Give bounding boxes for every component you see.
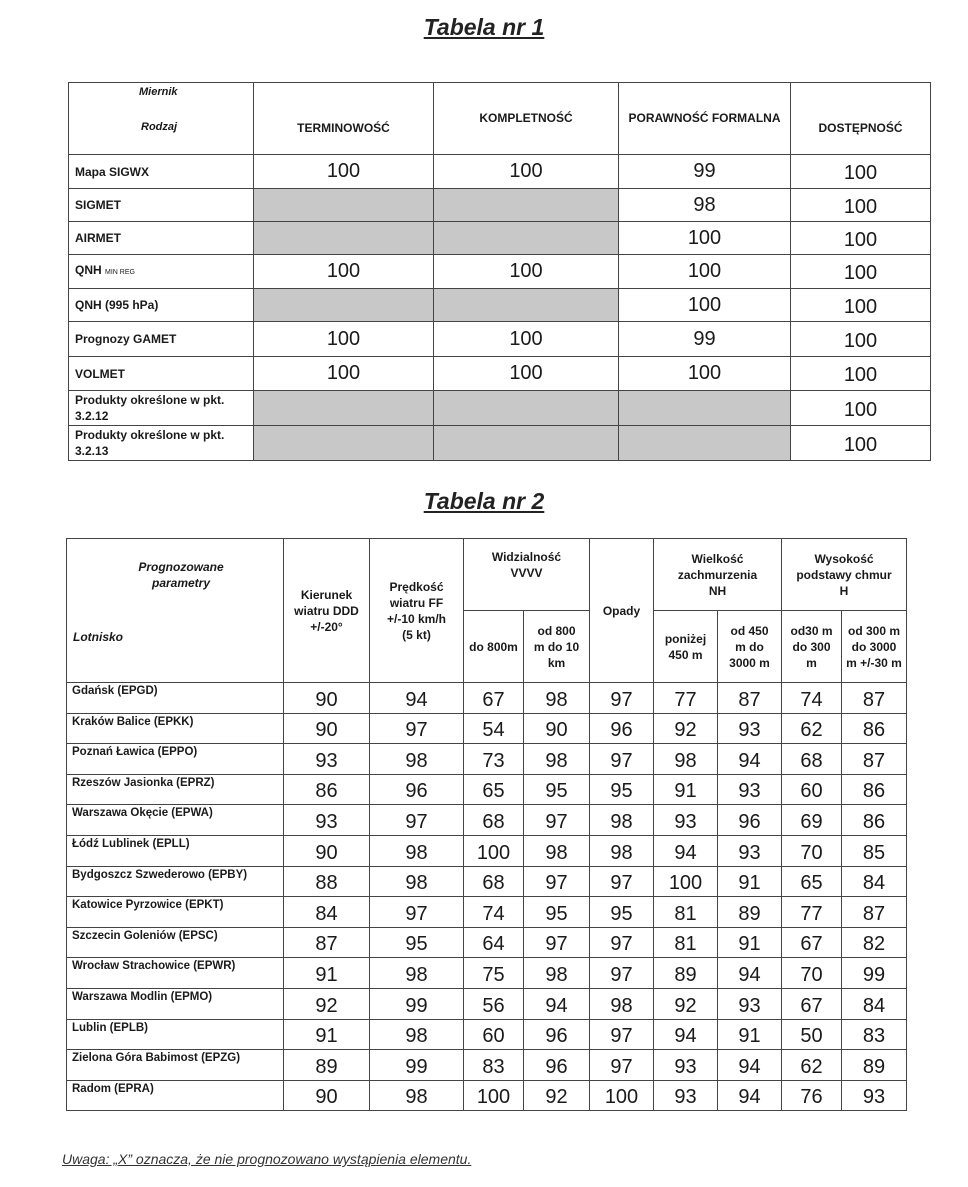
table2-value-cell: 96 [370,774,464,805]
table2-value-cell: 99 [370,988,464,1019]
table2-value-cell: 97 [370,805,464,836]
table2-value-cell: 97 [590,866,654,897]
table2-value-cell: 92 [524,1080,590,1111]
table1-value-cell: 100 [791,322,931,357]
table2-value-cell: 94 [654,835,718,866]
table2-value-cell: 98 [524,683,590,714]
table2-row-label: Zielona Góra Babimost (EPZG) [67,1050,284,1081]
table2-value-cell: 97 [370,897,464,928]
col-header-zachmurzenie: Wielkość zachmurzenia NH [654,539,782,611]
col-header-h-od-30: od30 m do 300 m [782,611,842,683]
col-header-vis-do-800: do 800m [464,611,524,683]
table1-value-cell: 100 [791,155,931,189]
table2-value-cell: 89 [842,1050,907,1081]
table2-value-cell: 100 [590,1080,654,1111]
table1-row [69,289,931,322]
table1-value-cell: 100 [619,255,791,289]
table2-value-cell: 100 [464,1080,524,1111]
table2-row [67,1080,907,1111]
table2-value-cell: 98 [524,835,590,866]
table2-value-cell: 90 [284,713,370,744]
table1 [68,82,931,461]
table2-value-cell: 97 [590,927,654,958]
table2-row [67,1019,907,1050]
table2-value-cell: 69 [782,805,842,836]
table2-row-label: Poznań Ławica (EPPO) [67,744,284,775]
table1-value-cell: 100 [254,255,434,289]
table2-row-label: Warszawa Okęcie (EPWA) [67,805,284,836]
table2-title: Tabela nr 2 [423,488,545,514]
table2-value-cell: 64 [464,927,524,958]
row-label-text: Produkty określone w pkt. 3.2.12 [75,393,225,423]
table2-row-label: Lublin (EPLB) [67,1019,284,1050]
table2-row [67,683,907,714]
table2-value-cell: 89 [654,958,718,989]
table1-empty-cell [434,289,619,322]
table2-value-cell: 94 [524,988,590,1019]
table1-value-cell: 100 [434,255,619,289]
table2-value-cell: 86 [842,774,907,805]
table1-row [69,222,931,255]
table2-value-cell: 84 [842,988,907,1019]
table2-value-cell: 100 [464,835,524,866]
table2-value-cell: 81 [654,897,718,928]
table2-value-cell: 94 [718,1050,782,1081]
table1-empty-cell [434,189,619,222]
table2-value-cell: 95 [370,927,464,958]
col-header-dostepnosc: DOSTĘPNOŚĆ [791,83,931,155]
table1-row [69,189,931,222]
table2-row-label: Gdańsk (EPGD) [67,683,284,714]
table2-value-cell: 91 [284,1019,370,1050]
row-label-text: QNH (995 hPa) [75,298,159,312]
col-header-nh-od-450: od 450 m do 3000 m [718,611,782,683]
table1-row-label [69,189,254,222]
table2-value-cell: 75 [464,958,524,989]
col-header-nh-ponizej-450: poniżej 450 m [654,611,718,683]
table2-value-cell: 93 [842,1080,907,1111]
table2-value-cell: 97 [590,958,654,989]
table2-row [67,805,907,836]
table1-empty-cell [254,222,434,255]
table2-row-label: Rzeszów Jasionka (EPRZ) [67,774,284,805]
row-label-text: Prognozy GAMET [75,332,177,346]
table2-row-label: Radom (EPRA) [67,1080,284,1111]
table1-value-cell: 100 [434,155,619,189]
table2-value-cell: 90 [284,1080,370,1111]
table1-value-cell: 100 [791,222,931,255]
table2-value-cell: 87 [842,683,907,714]
table2-row-label: Wrocław Strachowice (EPWR) [67,958,284,989]
corner-label-rodzaj: Rodzaj [141,121,178,133]
table2-row [67,958,907,989]
table2-value-cell: 84 [842,866,907,897]
table2-value-cell: 95 [524,897,590,928]
table2-row [67,988,907,1019]
table1-empty-cell [254,426,434,461]
table2-value-cell: 92 [654,988,718,1019]
table2-value-cell: 93 [718,774,782,805]
table1-value-cell: 100 [619,357,791,391]
table2-value-cell: 86 [284,774,370,805]
table1-row [69,255,931,289]
table2-value-cell: 97 [524,927,590,958]
table2-value-cell: 100 [654,866,718,897]
table2-value-cell: 97 [590,1019,654,1050]
table2-value-cell: 98 [524,744,590,775]
table1-value-cell: 100 [619,222,791,255]
table2-value-cell: 95 [590,774,654,805]
table2-value-cell: 88 [284,866,370,897]
table2-value-cell: 50 [782,1019,842,1050]
table2-value-cell: 94 [718,744,782,775]
corner-label-lotnisko: Lotnisko [73,630,123,644]
table1-value-cell: 100 [791,255,931,289]
row-label-text: Produkty określone w pkt. 3.2.13 [75,428,225,458]
table2-value-cell: 98 [590,805,654,836]
table2-value-cell: 82 [842,927,907,958]
table2-value-cell: 96 [718,805,782,836]
table1-empty-cell [434,426,619,461]
table2-row [67,713,907,744]
table2-value-cell: 65 [464,774,524,805]
table2-value-cell: 70 [782,958,842,989]
table1-row-label [69,357,254,391]
table2-value-cell: 94 [654,1019,718,1050]
table2-value-cell: 87 [842,897,907,928]
table2-value-cell: 98 [370,835,464,866]
table1-value-cell: 100 [254,357,434,391]
table2-value-cell: 93 [718,835,782,866]
table2-row [67,1050,907,1081]
table2-value-cell: 97 [590,744,654,775]
table1-row-label [69,391,254,426]
table1-row-label [69,426,254,461]
table2-value-cell: 94 [718,958,782,989]
table1-row-label [69,222,254,255]
table2-value-cell: 86 [842,805,907,836]
table2 [66,538,907,1111]
table2-value-cell: 93 [718,988,782,1019]
table2-value-cell: 96 [524,1019,590,1050]
table2-value-cell: 85 [842,835,907,866]
col-header-vis-od-800: od 800 m do 10 km [524,611,590,683]
table2-value-cell: 98 [654,744,718,775]
col-header-kierunek: Kierunek wiatru DDD +/-20° [284,539,370,683]
table2-value-cell: 83 [842,1019,907,1050]
footnote: Uwaga: „X” oznacza, że nie prognozowano wystąpienia elementu. [62,1151,472,1167]
table2-value-cell: 91 [718,1019,782,1050]
table1-title: Tabela nr 1 [423,14,545,40]
table2-value-cell: 89 [718,897,782,928]
table1-empty-cell [434,222,619,255]
table2-value-cell: 93 [284,744,370,775]
table2-value-cell: 65 [782,866,842,897]
table1-value-cell: 100 [254,322,434,357]
table2-value-cell: 91 [284,958,370,989]
corner-label-prognozowane: Prognozowane parametry [138,560,224,590]
table1-empty-cell [619,426,791,461]
table2-value-cell: 91 [654,774,718,805]
table2-value-cell: 81 [654,927,718,958]
table1-header-row [69,83,931,155]
table2-value-cell: 87 [284,927,370,958]
table2-value-cell: 97 [590,683,654,714]
table2-value-cell: 92 [284,988,370,1019]
table2-value-cell: 62 [782,1050,842,1081]
corner-label-miernik: Miernik [139,86,178,98]
row-label-subscript: MIN REG [105,269,135,276]
table2-value-cell: 68 [782,744,842,775]
table2-value-cell: 54 [464,713,524,744]
table2-value-cell: 93 [654,1050,718,1081]
col-header-opady: Opady [590,539,654,683]
table2-value-cell: 90 [524,713,590,744]
table2-value-cell: 98 [590,988,654,1019]
table1-value-cell: 99 [619,155,791,189]
table2-value-cell: 89 [284,1050,370,1081]
table2-row-label: Warszawa Modlin (EPMO) [67,988,284,1019]
table1-value-cell: 100 [791,426,931,461]
table1-empty-cell [254,189,434,222]
table2-value-cell: 91 [718,866,782,897]
table1-corner-header [69,83,254,155]
table2-value-cell: 67 [782,988,842,1019]
col-header-podstawa: Wysokość podstawy chmur H [782,539,907,611]
table1-value-cell: 100 [791,289,931,322]
table2-value-cell: 98 [370,1019,464,1050]
table1-empty-cell [254,391,434,426]
table2-value-cell: 94 [718,1080,782,1111]
table1-value-cell: 99 [619,322,791,357]
table2-row [67,744,907,775]
table2-row [67,835,907,866]
table2-row [67,897,907,928]
table2-value-cell: 77 [782,897,842,928]
table2-value-cell: 97 [524,805,590,836]
row-label-text: Mapa SIGWX [75,164,150,179]
table2-value-cell: 92 [654,713,718,744]
table1-value-cell: 100 [791,357,931,391]
table2-value-cell: 98 [370,744,464,775]
col-header-predkosc: Prędkość wiatru FF +/-10 km/h (5 kt) [370,539,464,683]
table2-row [67,774,907,805]
table2-corner-header [67,539,284,683]
table1-row [69,426,931,461]
row-label-text: QNH [75,263,102,277]
table2-value-cell: 74 [464,897,524,928]
table2-value-cell: 60 [782,774,842,805]
table1-value-cell: 100 [791,391,931,426]
table2-row-label: Kraków Balice (EPKK) [67,713,284,744]
row-label-text: AIRMET [75,231,121,245]
table2-value-cell: 93 [718,713,782,744]
table2-value-cell: 76 [782,1080,842,1111]
table1-value-cell: 100 [619,289,791,322]
table2-value-cell: 98 [370,1080,464,1111]
table2-value-cell: 90 [284,835,370,866]
table2-header-row-1 [67,539,907,611]
table2-value-cell: 95 [590,897,654,928]
table2-value-cell: 87 [718,683,782,714]
table1-value-cell: 100 [434,357,619,391]
table2-value-cell: 98 [590,835,654,866]
table2-row-label: Bydgoszcz Szwederowo (EPBY) [67,866,284,897]
table2-value-cell: 83 [464,1050,524,1081]
table2-value-cell: 97 [590,1050,654,1081]
col-header-kompletnosc: KOMPLETNOŚĆ [434,83,619,155]
table2-value-cell: 97 [524,866,590,897]
table1-row [69,391,931,426]
table1-row [69,155,931,189]
table2-value-cell: 91 [718,927,782,958]
table2-value-cell: 67 [782,927,842,958]
col-header-h-od-300: od 300 m do 3000 m +/-30 m [842,611,907,683]
table1-value-cell: 100 [254,155,434,189]
table2-value-cell: 60 [464,1019,524,1050]
table2-value-cell: 68 [464,805,524,836]
row-label-text: VOLMET [75,366,125,381]
table2-value-cell: 93 [654,805,718,836]
row-label-text: SIGMET [75,198,122,212]
table1-value-cell: 98 [619,189,791,222]
col-header-terminowosc: TERMINOWOŚĆ [254,83,434,155]
table2-row [67,927,907,958]
table2-value-cell: 74 [782,683,842,714]
table2-row-label: Szczecin Goleniów (EPSC) [67,927,284,958]
table1-value-cell: 100 [791,189,931,222]
table2-value-cell: 97 [370,713,464,744]
table2-value-cell: 99 [842,958,907,989]
table2-value-cell: 98 [524,958,590,989]
table1-empty-cell [254,289,434,322]
table1-row-label [69,289,254,322]
table2-value-cell: 73 [464,744,524,775]
table2-value-cell: 93 [654,1080,718,1111]
table2-value-cell: 77 [654,683,718,714]
table2-value-cell: 68 [464,866,524,897]
table1-row [69,357,931,391]
table2-value-cell: 94 [370,683,464,714]
table2-value-cell: 84 [284,897,370,928]
table2-value-cell: 87 [842,744,907,775]
table2-value-cell: 96 [590,713,654,744]
table2-value-cell: 62 [782,713,842,744]
table2-value-cell: 93 [284,805,370,836]
table2-value-cell: 70 [782,835,842,866]
table2-row [67,866,907,897]
table1-row [69,322,931,357]
table1-empty-cell [434,391,619,426]
table2-row-label: Katowice Pyrzowice (EPKT) [67,897,284,928]
table1-row-label [69,255,254,289]
col-header-poprawnosc: PORAWNOŚĆ FORMALNA [619,83,791,155]
table1-value-cell: 100 [434,322,619,357]
table2-row-label: Łódź Lublinek (EPLL) [67,835,284,866]
table2-value-cell: 95 [524,774,590,805]
table1-empty-cell [619,391,791,426]
table2-value-cell: 98 [370,958,464,989]
table2-value-cell: 90 [284,683,370,714]
table2-value-cell: 96 [524,1050,590,1081]
col-header-widzialnosc: Widzialność VVVV [464,539,590,611]
table2-value-cell: 67 [464,683,524,714]
table2-value-cell: 99 [370,1050,464,1081]
table2-value-cell: 86 [842,713,907,744]
table1-row-label [69,155,254,189]
table1-row-label [69,322,254,357]
table2-value-cell: 98 [370,866,464,897]
table2-value-cell: 56 [464,988,524,1019]
